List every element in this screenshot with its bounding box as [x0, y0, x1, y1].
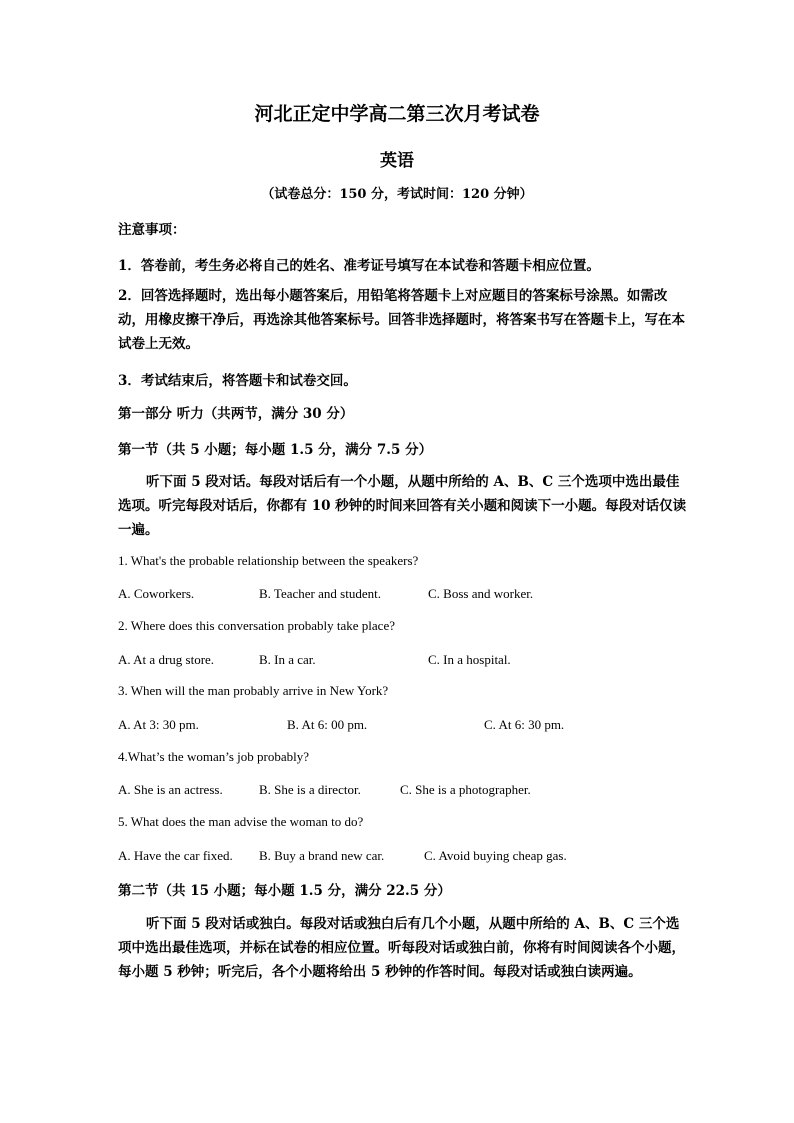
question-1-option-b: B. Teacher and student. — [259, 586, 381, 601]
section2-heading: 第二节（共 15 小题；每小题 1.5 分，满分 22.5 分） — [118, 883, 451, 899]
question-3-option-b: B. At 6: 00 pm. — [287, 717, 368, 732]
question-2-option-b: B. In a car. — [259, 652, 316, 667]
question-1-option-a: A. Coworkers. — [118, 586, 195, 601]
question-2-stem: 2. Where does this conversation probably take place? — [118, 618, 395, 633]
question-2-option-a: A. At a drug store. — [118, 652, 215, 667]
section2-instruction: 听下面 5 段对话或独白。每段对话或独白后有几个小题，从题中所给的 A、B、C 三个选项中选出最佳选项，并标在试卷的相应位置。听每段对话或独白前，你将有时间阅读各个小题，每小题 5 秒钟；听完后，各个小题将给出 5 秒钟的作答时间。每段对话或独白读两遍。 — [118, 916, 685, 980]
section1-instruction: 听下面 5 段对话。每段对话后有一个小题，从题中所给的 A、B、C 三个选项中选出最佳选项。听完每段对话后，你都有 10 秒钟的时间来回答有关小题和阅读下一小题。每段对话仅读一遍。 — [118, 474, 687, 538]
notice-item-3: 3．考试结束后，将答题卡和试卷交回。 — [118, 373, 357, 389]
question-4-option-a: A. She is an actress. — [118, 782, 223, 797]
question-3-option-c: C. At 6: 30 pm. — [484, 717, 565, 732]
question-4-option-b: B. She is a director. — [259, 782, 361, 797]
question-5-option-b: B. Buy a brand new car. — [259, 848, 385, 863]
section1-heading: 第一节（共 5 小题；每小题 1.5 分，满分 7.5 分） — [118, 442, 433, 458]
exam-title: 河北正定中学高二第三次月考试卷 — [254, 103, 540, 125]
notice-item-1: 1．答卷前，考生务必将自己的姓名、准考证号填写在本试卷和答题卡相应位置。 — [118, 258, 600, 274]
part1-heading: 第一部分 听力（共两节，满分 30 分） — [118, 406, 354, 422]
question-5-option-a: A. Have the car fixed. — [118, 848, 233, 863]
notice-item-2: 2．回答选择题时，选出每小题答案后，用铅笔将答题卡上对应题目的答案标号涂黑。如需改动，用橡皮擦干净后，再选涂其他答案标号。回答非选择题时，将答案书写在答题卡上，写在本试卷上无效。 — [118, 288, 685, 352]
exam-subject: 英语 — [380, 151, 414, 171]
question-4-option-c: C. She is a photographer. — [400, 782, 531, 797]
question-5-stem: 5. What does the man advise the woman to do? — [118, 814, 364, 829]
question-1-stem: 1. What's the probable relationship between the speakers? — [118, 553, 419, 568]
question-2-option-c: C. In a hospital. — [428, 652, 511, 667]
question-3-option-a: A. At 3: 30 pm. — [118, 717, 199, 732]
question-3-stem: 3. When will the man probably arrive in New York? — [118, 683, 389, 698]
notice-heading: 注意事项： — [118, 222, 186, 238]
exam-meta: （试卷总分：150 分，考试时间：120 分钟） — [261, 187, 533, 202]
question-4-stem: 4.What’s the woman’s job probably? — [118, 749, 309, 764]
question-1-option-c: C. Boss and worker. — [428, 586, 534, 601]
question-5-option-c: C. Avoid buying cheap gas. — [424, 848, 567, 863]
